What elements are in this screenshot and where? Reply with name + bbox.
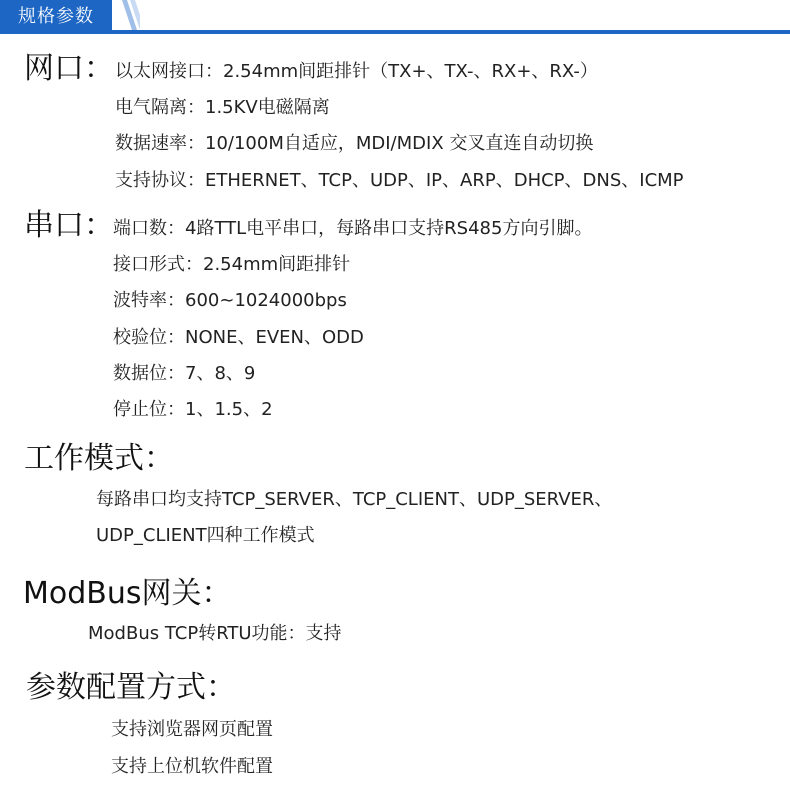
serial-section-title: 串口：: [24, 208, 114, 243]
serial-line-baud: 波特率：600~1024000bps: [113, 290, 347, 311]
serial-line-parity: 校验位：NONE、EVEN、ODD: [113, 327, 364, 348]
network-line-rate: 数据速率：10/100M自适应，MDI/MDIX 交叉直连自动切换: [115, 133, 594, 154]
network-section-title: 网口：: [24, 51, 114, 86]
work-mode-line-1: 每路串口均支持TCP_SERVER、TCP_CLIENT、UDP_SERVER、: [96, 489, 613, 510]
config-line-software: 支持上位机软件配置: [111, 756, 273, 777]
modbus-line-function: ModBus TCP转RTU功能：支持: [88, 623, 342, 644]
header-title: 规格参数: [18, 6, 94, 27]
config-section-title: 参数配置方式：: [26, 670, 236, 705]
config-line-web: 支持浏览器网页配置: [111, 719, 273, 740]
serial-line-stopbits: 停止位：1、1.5、2: [113, 399, 273, 420]
network-line-isolation: 电气隔离：1.5KV电磁隔离: [115, 97, 330, 118]
serial-line-interface: 接口形式：2.54mm间距排针: [113, 254, 351, 275]
section-header: [0, 0, 790, 40]
serial-line-ports: 端口数：4路TTL电平串口，每路串口支持RS485方向引脚。: [113, 218, 593, 239]
work-mode-section-title: 工作模式：: [24, 441, 174, 476]
header-underline: [0, 30, 790, 34]
network-line-ethernet: 以太网接口：2.54mm间距排针（TX+、TX-、RX+、RX-）: [115, 61, 598, 82]
network-line-protocols: 支持协议：ETHERNET、TCP、UDP、IP、ARP、DHCP、DNS、ICMP: [115, 170, 684, 191]
work-mode-line-2: UDP_CLIENT四种工作模式: [96, 525, 315, 546]
header-stripes-decoration: [100, 0, 140, 34]
modbus-section-title: ModBus网关：: [23, 576, 232, 611]
serial-line-databits: 数据位：7、8、9: [113, 363, 256, 384]
